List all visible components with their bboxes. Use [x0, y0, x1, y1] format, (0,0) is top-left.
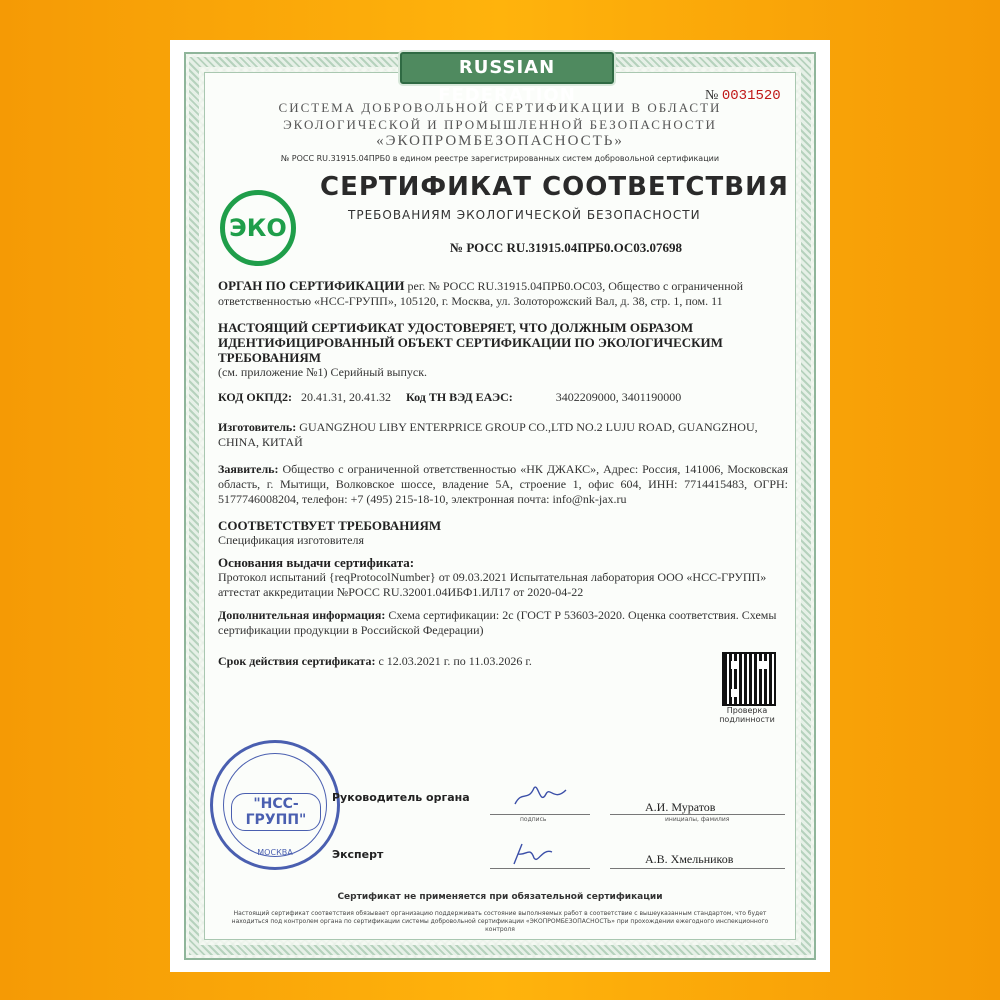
- conformity-block: [218, 518, 788, 548]
- manufacturer-text: GUANGZHOU LIBY ENTERPRICE GROUP CO.,LTD NO.2 LUJU ROAD, GUANGZHOU, CHINA, КИТАЙ: [218, 420, 758, 449]
- manufacturer-block: [218, 420, 788, 450]
- eco-logo: ЭКО: [220, 190, 296, 266]
- serial-prefix: №: [705, 88, 719, 103]
- expert-name: А.В. Хмельников: [645, 852, 734, 866]
- system-name-line2: ЭКОЛОГИЧЕСКОЙ И ПРОМЫШЛЕННОЙ БЕЗОПАСНОСТИ: [283, 117, 717, 132]
- certificate-subtitle: ТРЕБОВАНИЯМ ЭКОЛОГИЧЕСКОЙ БЕЗОПАСНОСТИ: [348, 208, 701, 222]
- organ-stamp: [210, 740, 340, 870]
- additional-info-label: Дополнительная информация:: [218, 608, 386, 622]
- okpd-label: КОД ОКПД2:: [218, 390, 293, 404]
- head-name-caption: инициалы, фамилия: [665, 816, 730, 823]
- serial-value: 0031520: [721, 88, 781, 104]
- head-name: А.И. Муратов: [645, 800, 716, 814]
- head-name-line: [610, 814, 785, 815]
- head-signature-line: [490, 814, 590, 815]
- applicant-label: Заявитель:: [218, 462, 279, 476]
- additional-info-text: Схема сертификации: 2с (ГОСТ Р 53603-2020. Оценка соответствия. Схемы сертификации продукции в Российской Федерации): [218, 608, 777, 637]
- certificate-paper: [170, 40, 830, 972]
- expert-signature-line: [490, 868, 590, 869]
- codes-row: [218, 390, 788, 405]
- okpd-value: 20.41.31, 20.41.32: [301, 390, 392, 404]
- head-signature-scrawl: [510, 780, 570, 810]
- applicant-text: Общество с ограниченной ответственностью «НК ДЖАКС», Адрес: Россия, 141006, Московская область, г. Мытищи, Волковское шоссе, владение 5А, строение 1, офис 604, ИНН: 7714415483, ОГРН: 5177746008204, телефон: +7 (495) 215-18-10, электронная почта: info@nk-jax.ru: [218, 462, 788, 506]
- head-signature-label: Руководитель органа: [332, 791, 470, 804]
- tnved-label: Код ТН ВЭД ЕАЭС:: [406, 390, 513, 404]
- expert-signature-scrawl: [508, 838, 558, 868]
- system-name-line3: «ЭКОПРОМБЕЗОПАСНОСТЬ»: [376, 133, 624, 149]
- conformity-heading: СООТВЕТСТВУЕТ ТРЕБОВАНИЯМ: [218, 518, 442, 533]
- footer-obligation: Настоящий сертификат соответствия обязывает организацию поддерживать состояние выполняемых работ в соответствие с вышеуказанным стандартом, что будет находиться под контролем органа по сертификации системы добровольной сертификации «ЭКОПРОМБЕЗОПАСНОСТЬ» при прохождении ежегодного инспекционного контроля: [231, 910, 769, 933]
- country-banner: RUSSIAN FEDERATION: [400, 52, 614, 84]
- qr-code[interactable]: [722, 652, 776, 706]
- footer-notice: Сертификат не применяется при обязательной сертификации: [337, 892, 663, 902]
- stamp-city: МОСКВА: [257, 848, 293, 857]
- validity-label: Срок действия сертификата:: [218, 654, 376, 668]
- attestation-heading: НАСТОЯЩИЙ СЕРТИФИКАТ УДОСТОВЕРЯЕТ, ЧТО ДОЛЖНЫМ ОБРАЗОМ ИДЕНТИФИЦИРОВАННЫЙ ОБЪЕКТ СЕРТИФИКАЦИИ ПО ЭКОЛОГИЧЕСКИМ ТРЕБОВАНИЯМ: [218, 320, 723, 365]
- basis-block: [218, 555, 788, 600]
- applicant-block: [218, 462, 788, 507]
- basis-heading: Основания выдачи сертификата:: [218, 555, 415, 570]
- head-signature-caption: подпись: [520, 816, 547, 823]
- manufacturer-label: Изготовитель:: [218, 420, 297, 434]
- certificate-title: СЕРТИФИКАТ СООТВЕТСТВИЯ: [320, 172, 789, 202]
- organ-text: рег. № РОСС RU.31915.04ПРБ0.ОС03, Общество с ограниченной ответственностью «НСС-ГРУПП», 105120, г. Москва, ул. Золоторожский Вал, д. 38, стр. 1, пом. 11: [218, 279, 744, 308]
- system-name-line1: СИСТЕМА ДОБРОВОЛЬНОЙ СЕРТИФИКАЦИИ В ОБЛАСТИ: [278, 100, 722, 115]
- basis-text: Протокол испытаний {reqProtocolNumber} от 09.03.2021 Испытательная лаборатория ООО «НСС-ГРУПП» аттестат аккредитации №РОСС RU.32001.04ИБФ1.ИЛ17 от 2020-04-22: [218, 570, 767, 599]
- expert-signature-label: Эксперт: [332, 848, 384, 861]
- qr-caption: Проверка подлинности: [719, 706, 775, 724]
- conformity-text: Спецификация изготовителя: [218, 533, 365, 547]
- stamp-center-text: "НСС-ГРУПП": [231, 793, 321, 831]
- certificate-number: № РОСС RU.31915.04ПРБ0.ОС03.07698: [450, 240, 683, 255]
- certification-body: [218, 278, 788, 309]
- validity-text: с 12.03.2021 г. по 11.03.2026 г.: [375, 654, 532, 668]
- expert-name-line: [610, 868, 785, 869]
- attestation-block: [218, 320, 788, 380]
- attestation-note: (см. приложение №1) Серийный выпуск.: [218, 365, 428, 379]
- system-registry: № РОСС RU.31915.04ПРБ0 в едином реестре зарегистрированных систем добровольной сертификации: [280, 154, 720, 163]
- organ-label: ОРГАН ПО СЕРТИФИКАЦИИ: [218, 278, 405, 293]
- tnved-value: 3402209000, 3401190000: [555, 390, 682, 404]
- validity-block: [218, 654, 788, 669]
- additional-info-block: [218, 608, 788, 638]
